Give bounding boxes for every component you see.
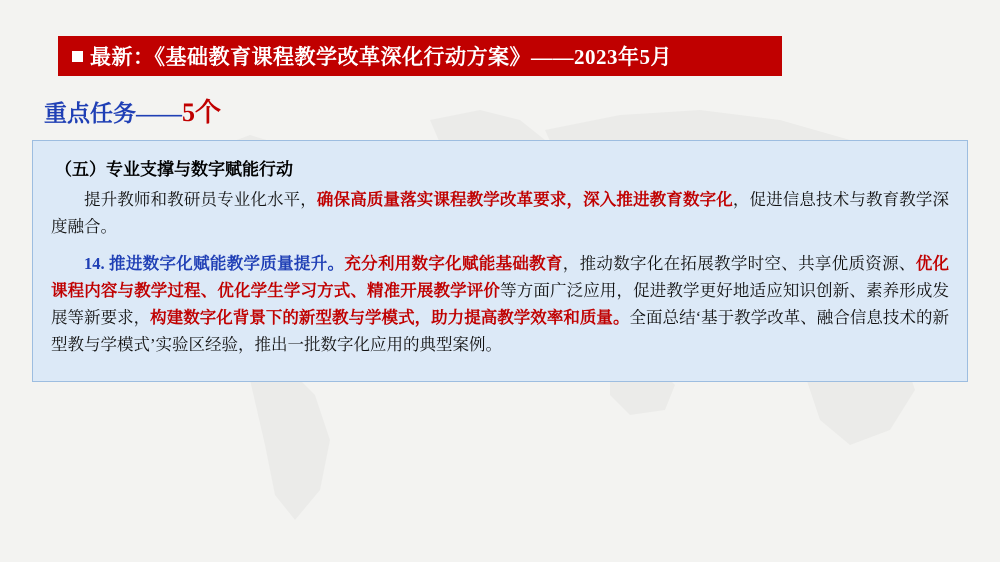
text-run: 等方面广泛应用，促进教学更好地适应知识创新、素养形成发展等新要求，	[51, 281, 950, 327]
text-run: 全面总结‘基于教学改革、融合信息技术的新型教与学模式’实验区经验，推出一批数字化应用的典型案例。	[51, 308, 950, 354]
text-run: ，促进信息技术与教育教学深度融合。	[51, 190, 950, 236]
square-bullet-icon	[72, 51, 83, 62]
text-run: 提升教师和教研员专业化水平，	[84, 190, 317, 209]
text-run: 确保高质量落实课程教学改革要求，	[316, 190, 584, 209]
text-run: 充分利用数字化赋能基础教育	[344, 254, 563, 273]
paragraph-two	[51, 250, 949, 358]
text-run: 14. 推进数字化赋能教学质量提升。	[84, 254, 345, 273]
header-title: 最新：《基础教育课程教学改革深化行动方案》——2023年5月	[90, 45, 672, 69]
text-run: 构建数字化背景下的新型教与学模式，助力提高教学效率和质量。	[150, 308, 630, 327]
paragraph-one	[51, 186, 949, 240]
section-title	[44, 92, 221, 129]
content-panel	[32, 140, 968, 382]
text-run: ，推动数字化在拓展教学时空、共享优质资源、	[562, 254, 916, 273]
header-banner	[58, 36, 782, 76]
text-run: 深入推进教育数字化	[583, 190, 733, 209]
text-run: 优化课程内容与教学过程、优化学生学习方式、精准开展教学评价	[51, 254, 950, 300]
panel-heading: （五）专业支撑与数字赋能行动	[55, 160, 293, 179]
section-title-count: 5个	[182, 98, 222, 127]
section-title-label: 重点任务——	[44, 101, 182, 126]
